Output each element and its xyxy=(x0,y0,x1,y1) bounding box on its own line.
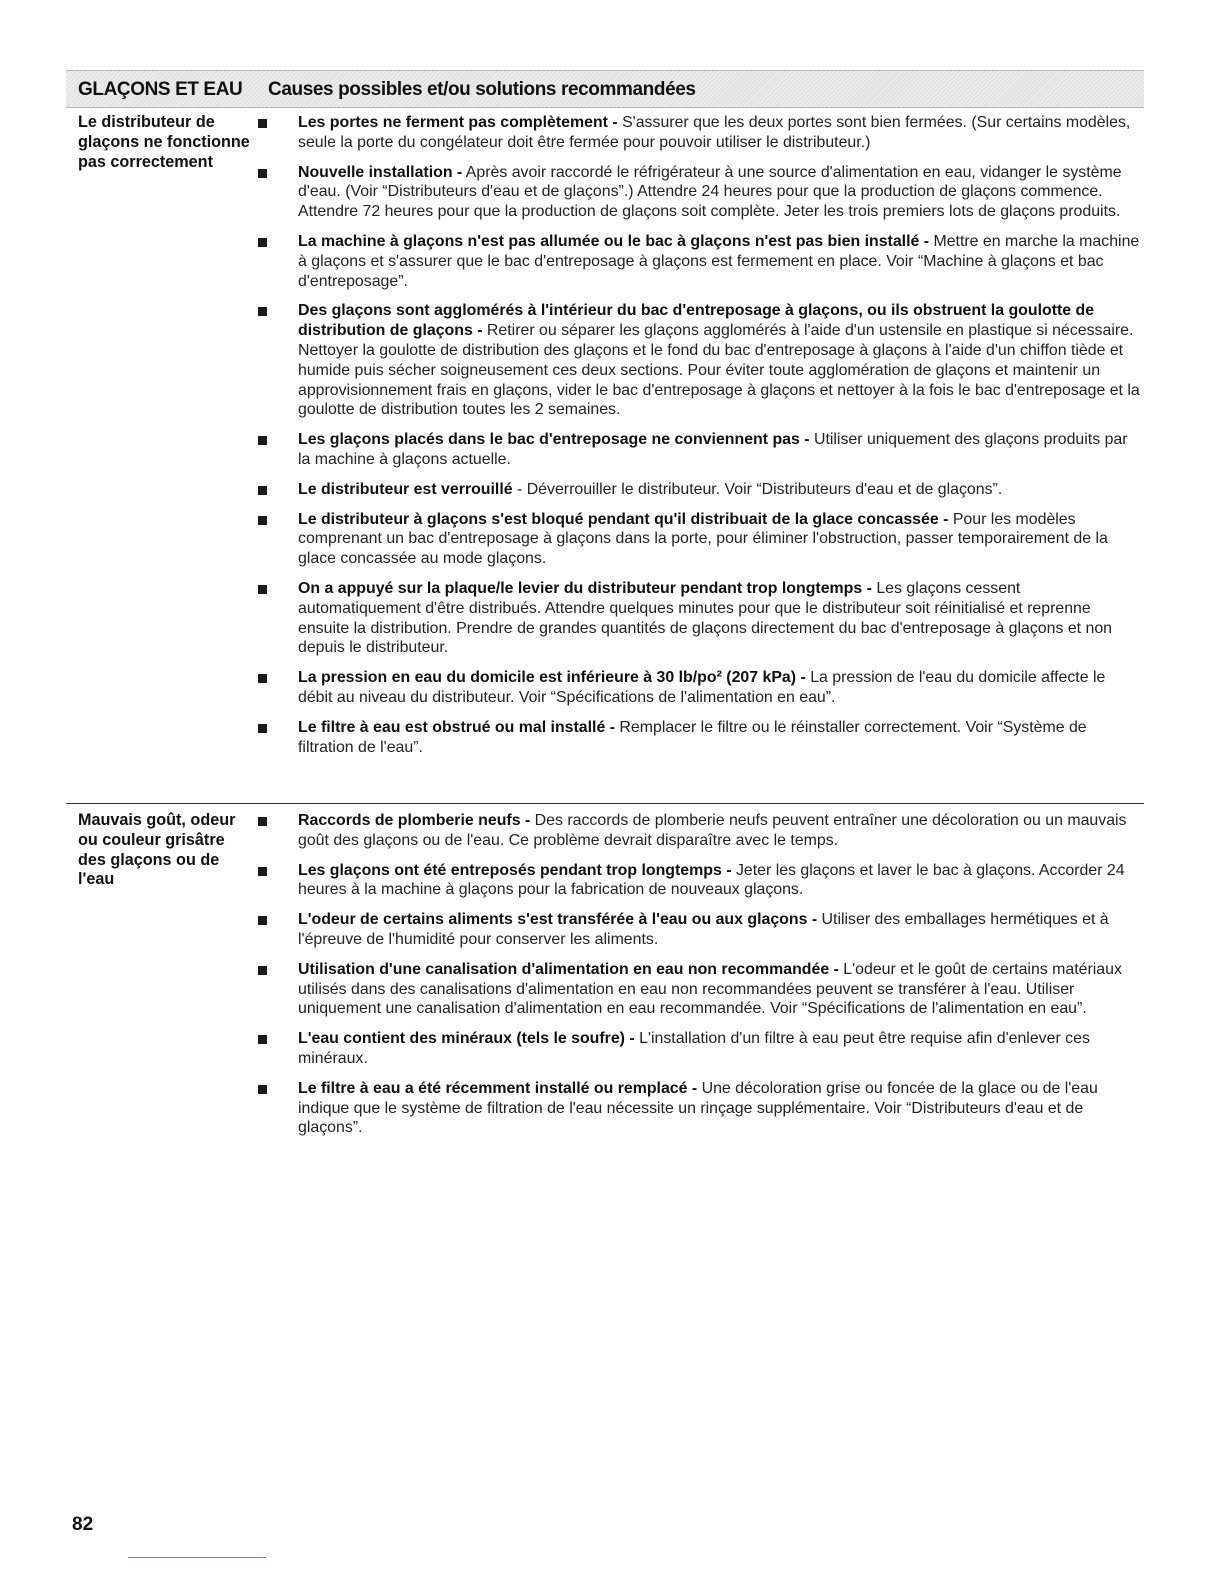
list-item: On a appuyé sur la plaque/le levier du distributeur pendant trop longtemps - Les glaçons cessent automatiquement d'être distribués. Attendre quelques minutes pour que le distributeur soit réinitialisé et reprenne ensuite la distribution. Prendre de grandes quantités de glaçons directement du bac d'entreposage à glaçons et non depuis le distributeur. xyxy=(298,579,1144,658)
page-number: 82 xyxy=(72,1514,94,1535)
square-bullet-icon xyxy=(258,916,267,925)
list-item: Les glaçons placés dans le bac d'entreposage ne conviennent pas - Utiliser uniquement des glaçons produits par la machine à glaçons actuelle. xyxy=(298,430,1144,470)
list-item: La machine à glaçons n'est pas allumée ou le bac à glaçons n'est pas bien installé - Mettre en marche la machine à glaçons et s'assurer que le bac d'entreposage à glaçons est fermement en place. Voir “Machine à glaçons et bac d'entreposage”. xyxy=(298,232,1144,291)
header-solutions-title: Causes possibles et/ou solutions recommandées xyxy=(268,79,696,100)
list-item: Le distributeur à glaçons s'est bloqué pendant qu'il distribuait de la glace concassée - Pour les modèles comprenant un bac d'entreposage à glaçons dans la porte, pour éliminer l'obstruction, passer temporairement de la glace concassée au mode glaçons. xyxy=(298,510,1144,569)
square-bullet-icon xyxy=(258,724,267,733)
square-bullet-icon xyxy=(258,966,267,975)
list-item: Le distributeur est verrouillé - Déverrouiller le distributeur. Voir “Distributeurs d'eau et de glaçons”. xyxy=(298,480,1144,500)
footer-rule xyxy=(128,1557,266,1558)
list-item: Nouvelle installation - Après avoir raccordé le réfrigérateur à une source d'alimentation en eau, vidanger le système d'eau. (Voir “Distributeurs d'eau et de glaçons”.) Attendre 24 heures pour que la production de glaçons commence. Attendre 72 heures pour que la production de glaçons soit complète. Jeter les trois premiers lots de glaçons produits. xyxy=(298,163,1144,222)
section-divider xyxy=(66,803,1144,804)
square-bullet-icon xyxy=(258,307,267,316)
list-item: La pression en eau du domicile est inférieure à 30 lb/po² (207 kPa) - La pression de l'eau du domicile affecte le débit au niveau du distributeur. Voir “Spécifications de l'alimentation en eau”. xyxy=(298,668,1144,708)
list-item: Le filtre à eau est obstrué ou mal installé - Remplacer le filtre ou le réinstaller correctement. Voir “Système de filtration de l'eau”. xyxy=(298,718,1144,758)
square-bullet-icon xyxy=(258,817,267,826)
solution-list xyxy=(298,811,1144,1148)
square-bullet-icon xyxy=(258,169,267,178)
list-item: L'odeur de certains aliments s'est transférée à l'eau ou aux glaçons - Utiliser des emballages hermétiques et à l'épreuve de l'humidité pour conserver les aliments. xyxy=(298,910,1144,950)
list-item: Les portes ne ferment pas complètement - S'assurer que les deux portes sont bien fermées. (Sur certains modèles, seule la porte du congélateur doit être fermée pour pouvoir utiliser le distributeur.) xyxy=(298,113,1144,153)
problem-label: Mauvais goût, odeur ou couleur grisâtre des glaçons ou de l'eau xyxy=(78,811,236,889)
list-item: Des glaçons sont agglomérés à l'intérieur du bac d'entreposage à glaçons, ou ils obstruent la goulotte de distribution de glaçons - Retirer ou séparer les glaçons agglomérés à l'aide d'un ustensile en plastique si nécessaire. Nettoyer la goulotte de distribution des glaçons et le fond du bac d'entreposage à glaçons à l'aide d'un chiffon tiède et humide puis sécher soigneusement ces deux sections. Pour éviter toute agglomération de glaçons et maintenir un approvisionnement frais en glaçons, vider le bac d'entreposage à glaçons et nettoyer à la fois le bac d'entreposage et la goulotte de distribution toutes les 2 semaines. xyxy=(298,301,1144,420)
table-header xyxy=(66,70,1144,108)
square-bullet-icon xyxy=(258,867,267,876)
square-bullet-icon xyxy=(258,238,267,247)
list-item: Le filtre à eau a été récemment installé ou remplacé - Une décoloration grise ou foncée de la glace ou de l'eau indique que le système de filtration de l'eau nécessite un rinçage supplémentaire. Voir “Distributeurs d'eau et de glaçons”. xyxy=(298,1079,1144,1138)
square-bullet-icon xyxy=(258,516,267,525)
square-bullet-icon xyxy=(258,436,267,445)
list-item: Les glaçons ont été entreposés pendant trop longtemps - Jeter les glaçons et laver le bac à glaçons. Accorder 24 heures à la machine à glaçons pour la fabrication de nouveaux glaçons. xyxy=(298,861,1144,901)
header-category-title: GLAÇONS ET EAU xyxy=(78,79,243,100)
square-bullet-icon xyxy=(258,1085,267,1094)
list-item: L'eau contient des minéraux (tels le soufre) - L'installation d'un filtre à eau peut être requise afin d'enlever ces minéraux. xyxy=(298,1029,1144,1069)
square-bullet-icon xyxy=(258,486,267,495)
square-bullet-icon xyxy=(258,585,267,594)
problem-label: Le distributeur de glaçons ne fonctionne pas correctement xyxy=(78,113,250,171)
solution-list xyxy=(298,113,1144,767)
list-item: Utilisation d'une canalisation d'alimentation en eau non recommandée - L'odeur et le goût de certains matériaux utilisés dans des canalisations d'alimentation en eau non recommandées peuvent se transférer à l'eau. Utiliser uniquement une canalisation d'alimentation en eau recommandée. Voir “Spécifications de l'alimentation en eau”. xyxy=(298,960,1144,1019)
list-item: Raccords de plomberie neufs - Des raccords de plomberie neufs peuvent entraîner une décoloration ou un mauvais goût des glaçons ou de l'eau. Ce problème devrait disparaître avec le temps. xyxy=(298,811,1144,851)
square-bullet-icon xyxy=(258,674,267,683)
square-bullet-icon xyxy=(258,119,267,128)
square-bullet-icon xyxy=(258,1035,267,1044)
